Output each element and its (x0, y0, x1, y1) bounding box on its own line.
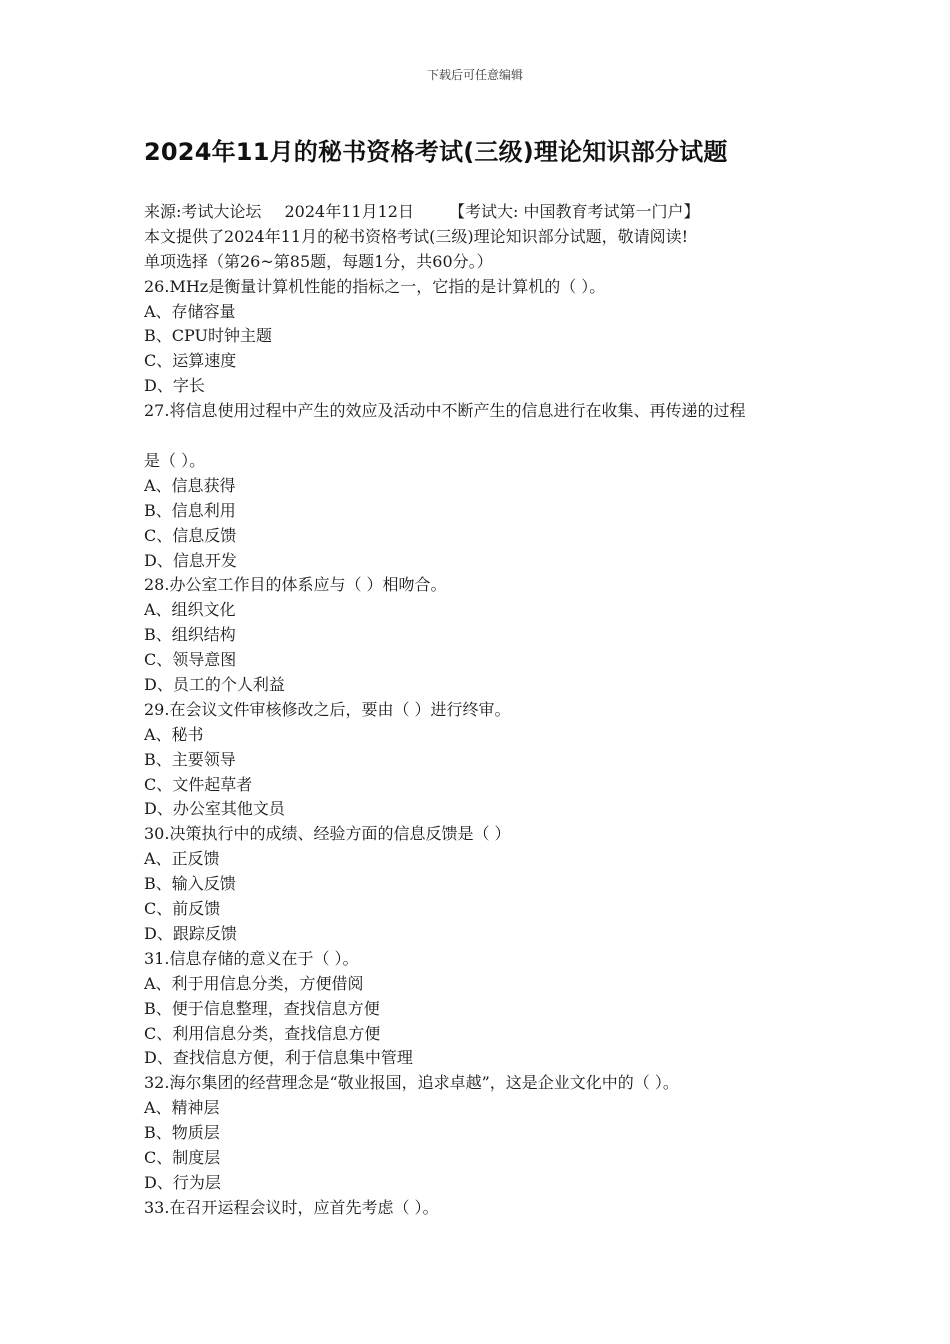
document-title: 2024年11月的秘书资格考试(三级)理论知识部分试题 (144, 138, 728, 166)
question-option: A、正反馈 (144, 849, 220, 869)
meta-source: 来源:考试大论坛 (144, 202, 262, 221)
meta-date: 2024年11月12日 (284, 202, 414, 221)
question-option: B、主要领导 (144, 749, 236, 769)
question-option: B、CPU时钟主题 (144, 326, 272, 346)
question-stem: 30.决策执行中的成绩、经验方面的信息反馈是（ ） (144, 824, 511, 844)
question-option: A、组织文化 (144, 600, 236, 620)
meta-site: 【考试大: 中国教育考试第一门户】 (449, 202, 700, 221)
question-option: C、前反馈 (144, 899, 221, 919)
question-option: A、秘书 (144, 724, 204, 744)
question-option: D、员工的个人利益 (144, 675, 285, 695)
question-stem: 27.将信息使用过程中产生的效应及活动中不断产生的信息进行在收集、再传递的过程 (144, 401, 746, 421)
question-option: B、便于信息整理，查找信息方便 (144, 998, 380, 1018)
question-option: B、组织结构 (144, 625, 236, 645)
question-option: D、字长 (144, 376, 205, 396)
question-option: C、信息反馈 (144, 525, 237, 545)
question-option: C、制度层 (144, 1147, 221, 1167)
question-option: D、信息开发 (144, 550, 237, 570)
meta-line (144, 200, 824, 225)
question-option: B、物质层 (144, 1123, 220, 1143)
question-option: C、利用信息分类，查找信息方便 (144, 1023, 381, 1043)
question-option: A、利于用信息分类，方便借阅 (144, 973, 364, 993)
question-option: D、跟踪反馈 (144, 923, 237, 943)
question-option: A、信息获得 (144, 475, 236, 495)
question-option: A、存储容量 (144, 301, 236, 321)
question-list (144, 275, 824, 1221)
question-stem: 32.海尔集团的经营理念是“敬业报国，追求卓越”，这是企业文化中的（ ）。 (144, 1073, 679, 1093)
question-stem: 31.信息存储的意义在于（ ）。 (144, 948, 359, 968)
question-stem: 28.办公室工作目的体系应与（ ）相吻合。 (144, 575, 447, 595)
header-note: 下载后可任意编辑 (426, 68, 523, 82)
question-stem: 26.MHz是衡量计算机性能的指标之一，它指的是计算机的（ ）。 (144, 276, 606, 296)
question-stem: 29.在会议文件审核修改之后，要由（ ）进行终审。 (144, 699, 511, 719)
question-option: D、查找信息方便，利于信息集中管理 (144, 1048, 413, 1068)
section-heading: 单项选择（第26~第85题，每题1分，共60分。） (144, 251, 493, 271)
question-option: D、办公室其他文员 (144, 799, 285, 819)
document-body (144, 200, 824, 1221)
intro-text: 本文提供了2024年11月的秘书资格考试(三级)理论知识部分试题，敬请阅读! (144, 226, 688, 246)
question-option: D、行为层 (144, 1172, 221, 1192)
question-option: C、领导意图 (144, 650, 237, 670)
question-option: B、输入反馈 (144, 874, 236, 894)
question-option: B、信息利用 (144, 500, 236, 520)
question-option: A、精神层 (144, 1098, 220, 1118)
question-stem-continued: 是（ ）。 (144, 451, 206, 471)
question-option: C、文件起草者 (144, 774, 253, 794)
question-stem: 33.在召开运程会议时，应首先考虑（ ）。 (144, 1197, 439, 1217)
question-option: C、运算速度 (144, 351, 237, 371)
